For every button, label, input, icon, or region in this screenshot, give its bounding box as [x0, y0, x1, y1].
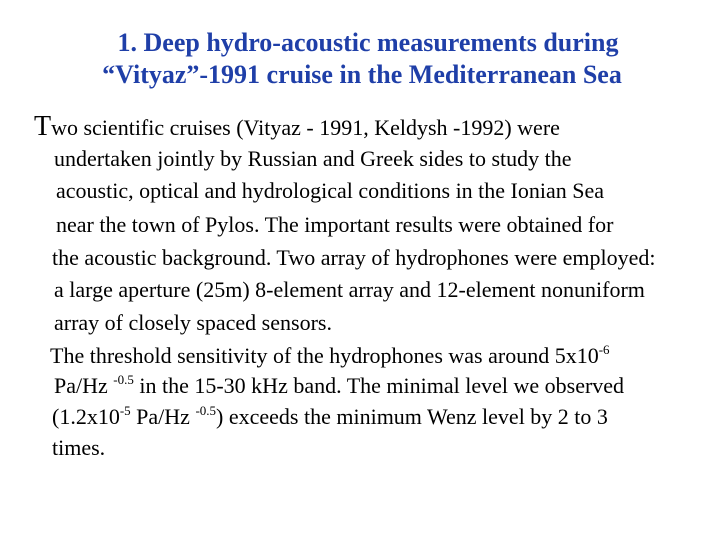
body-line-1-text: wo scientific cruises (Vityaz - 1991, Keldysh -1992) were — [51, 115, 560, 140]
exponent: -5 — [119, 403, 131, 418]
exponent: -0.5 — [195, 403, 217, 418]
exponent: -0.5 — [113, 372, 134, 387]
body-line-9 — [54, 373, 624, 399]
body-line-10-a: (1.2x10 — [52, 404, 120, 429]
body-line-5: the acoustic background. Two array of hydrophones were employed: — [52, 245, 656, 270]
title-line-2: “Vityaz”-1991 cruise in the Mediterranean Sea — [102, 60, 622, 89]
body-line-1 — [34, 111, 560, 142]
body-line-10-b: Pa/Hz — [130, 404, 196, 429]
body-line-8-text: The threshold sensitivity of the hydrophones was around 5x10 — [50, 343, 599, 368]
title-line-1: 1. Deep hydro-acoustic measurements during — [117, 28, 619, 57]
body-line-11: times. — [52, 435, 106, 460]
body-line-9-a: Pa/Hz — [54, 373, 114, 398]
body-line-7: array of closely spaced sensors. — [54, 310, 332, 335]
body-dropcap: T — [34, 111, 52, 142]
body-line-9-b: in the 15-30 kHz band. The minimal level we observed — [133, 373, 625, 398]
body-line-4: near the town of Pylos. The important results were obtained for — [56, 212, 614, 237]
body-line-10-c: ) exceeds the minimum Wenz level by 2 to 3 — [216, 404, 608, 429]
body-line-10 — [52, 404, 608, 430]
body-line-6: a large aperture (25m) 8-element array and 12-element nonuniform — [54, 277, 645, 302]
body-line-2: undertaken jointly by Russian and Greek sides to study the — [54, 146, 572, 171]
exponent: -6 — [598, 342, 610, 357]
body-line-8 — [50, 343, 610, 369]
body-line-3: acoustic, optical and hydrological conditions in the Ionian Sea — [56, 178, 605, 203]
